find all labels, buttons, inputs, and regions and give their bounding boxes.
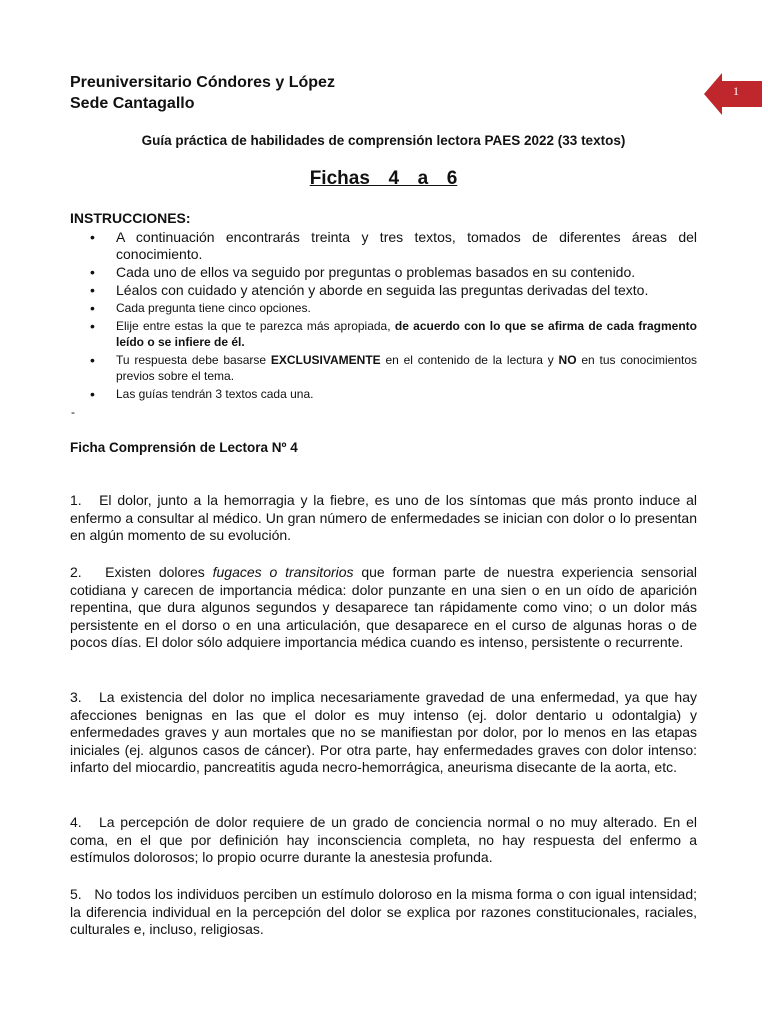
document-subtitle: Guía práctica de habilidades de comprensión lectora PAES 2022 (33 textos) [141,133,626,148]
instruction-text: en el contenido de la lectura y [380,353,559,367]
list-item: • A continuación encontrarás treinta y tres textos, tomados de diferentes áreas del conocimiento. [70,229,697,263]
paragraph-2-start: 2. Existen dolores [70,564,213,580]
paragraph-4: 4. La percepción de dolor requiere de un grado de conciencia normal o no muy alterado. En el coma, en el que por definición hay inconsciencia completa, no hay respuesta del enfermo a estímulos dolorosos; lo propio ocurre durante la anestesia profunda. [70,814,701,865]
page-number-badge [704,73,762,115]
page-number: 1 [733,84,739,98]
paragraph-1: 1. El dolor, junto a la hemorragia y la fiebre, es uno de los síntomas que más pronto induce al enfermo a consultar al médico. Un gran número de enfermedades se inician con dolor o lo presentan en algún momento de su evolución. [70,492,701,543]
instruction-text: Tu respuesta debe basarse [116,353,271,367]
list-item [70,352,697,384]
ficha-title: Ficha Comprensión de Lectora Nº 4 [70,440,298,455]
instruction-emphasis: NO [558,353,577,367]
paragraph-5: 5. No todos los individuos perciben un estímulo doloroso en la misma forma o con igual intensidad; la diferencia individual en la percepción del dolor se explica por razones constitucionales, raciales, culturales e, incluso, religiosas. [70,886,701,937]
instruction-emphasis: EXCLUSIVAMENTE [270,353,381,367]
instructions-list [70,229,697,404]
document-title [70,168,697,190]
separator-dash: - [71,405,75,419]
document-title-text: Fichas 4 a 6 [309,168,458,189]
instruction-text: en tus conocimientos previos sobre el tema. [116,353,698,383]
instruction-text: Elije entre estas la que te parezca más apropiada, [116,319,395,333]
list-item [70,318,697,350]
paragraph-3: 3. La existencia del dolor no implica necesariamente gravedad de una enfermedad, ya que hay afecciones benignas en las que el dolor es muy intenso (ej. dolor dentario u odontalgia) y enfermedades graves y aun mortales que no se manifiestan por dolor, por lo menos en las etapas iniciales (ej. algunos casos de cáncer). Por otra parte, hay enfermedades graves con dolor intenso: infarto del miocardio, pancreatitis aguda necro-hemorrágica, aneurisma disecante de la aorta, etc. [70,689,701,775]
paragraph-2 [70,564,701,652]
list-item: • Léalos con cuidado y atención y aborde en seguida las preguntas derivadas del texto. [70,282,697,299]
paragraph-2-rest: que forman parte de nuestra experiencia sensorial cotidiana y carecen de importancia médica: dolor punzante en una sien o en un oído de aparición repentina, que dura algunos segundos y desaparece tan rápidamente como vino; o un dolor más persistente en el dorso o en una articulación, que desaparece en el curso de algunas horas o de pocos días. El dolor sólo adquiere importancia médica cuando es intenso, persistente o recurrente. [70,564,701,650]
list-item: • Las guías tendrán 3 textos cada una. [70,386,697,402]
branch-name: Sede Cantagallo [70,95,195,112]
paragraph-2-italic: fugaces o transitorios [212,564,354,580]
institution-name: Preuniversitario Cóndores y López [70,74,335,91]
instruction-emphasis: de acuerdo con lo que se afirma de cada fragmento leído o se infiere de él. [116,319,697,349]
list-item: • Cada uno de ellos va seguido por preguntas o problemas basados en su contenido. [70,264,697,281]
instructions-heading: INSTRUCCIONES: [70,210,191,226]
list-item: • Cada pregunta tiene cinco opciones. [70,300,697,316]
